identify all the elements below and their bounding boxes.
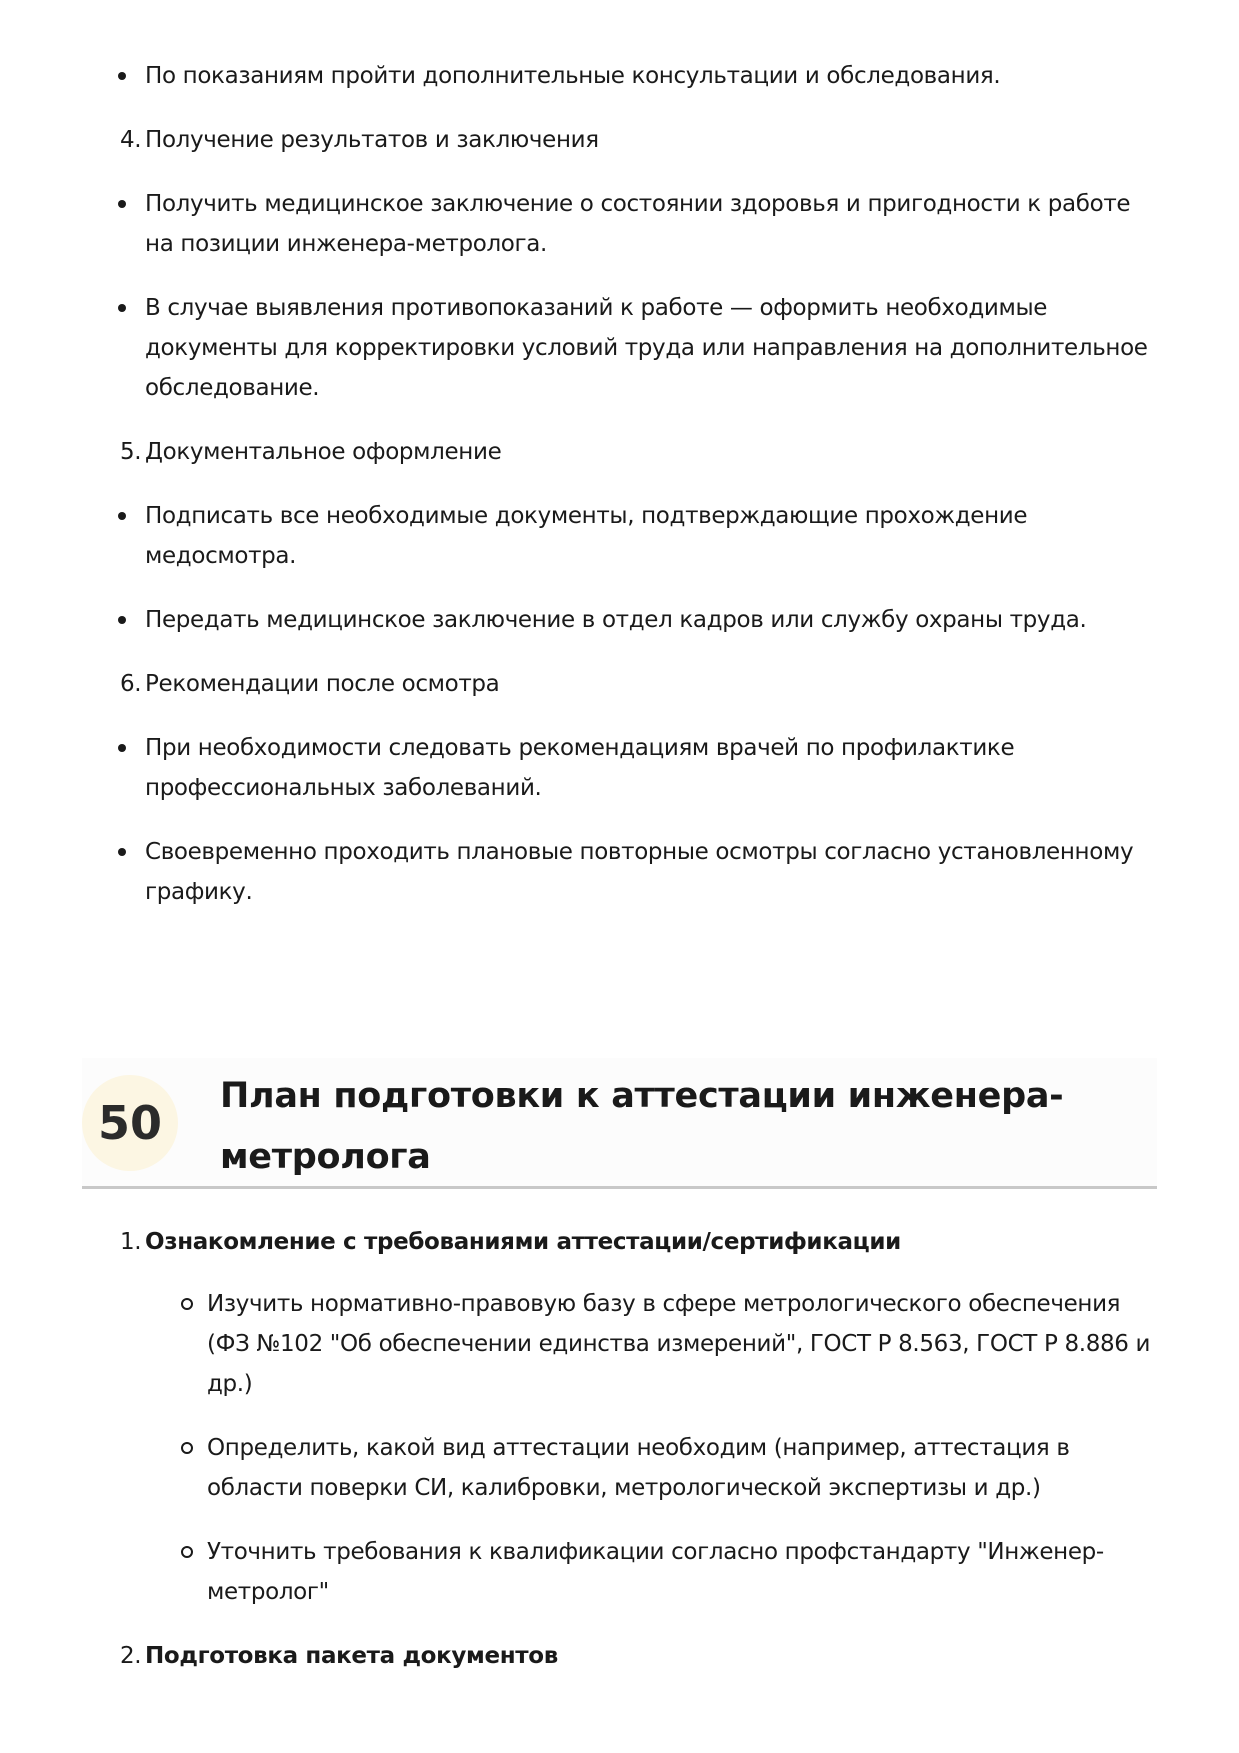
step-number: 5. [120,439,142,465]
attestation-plan-list [110,1222,1160,1698]
sub-list-item [110,1428,1160,1508]
list-item [110,288,1160,408]
bullet-icon [118,200,126,208]
list-item [110,56,1160,96]
section-number-badge: 50 [82,1075,178,1171]
circle-bullet-icon [181,1298,193,1310]
list-item-text: Своевременно проходить плановые повторные осмотры согласно установленному графику. [145,839,1134,905]
section-title [220,1066,1120,1188]
bullet-icon [118,848,126,856]
medical-exam-list [110,56,1160,936]
step-number: 1. [120,1229,142,1255]
circle-bullet-icon [181,1546,193,1558]
sub-list-item-text: Изучить нормативно-правовую базу в сфере метрологического обеспечения (ФЗ №102 "Об обеспечении единства измерений", ГОСТ Р 8.563, ГОСТ Р 8.886 и др.) [207,1291,1151,1397]
list-item [110,184,1160,264]
numbered-step [110,120,1160,160]
sub-list-item [110,1532,1160,1612]
list-item-text: Подписать все необходимые документы, подтверждающие прохождение медосмотра. [145,503,1028,569]
sub-list-item-text: Уточнить требования к квалификации согласно профстандарту "Инженер-метролог" [207,1539,1104,1605]
list-item-text: Получить медицинское заключение о состоянии здоровья и пригодности к работе на позиции инженера-метролога. [145,191,1131,257]
step-title: Подготовка пакета документов [145,1643,558,1669]
bullet-icon [118,72,126,80]
numbered-step [110,432,1160,472]
bullet-icon [118,616,126,624]
list-item-text: В случае выявления противопоказаний к работе — оформить необходимые документы для корректировки условий труда или направления на дополнительное обследование. [145,295,1148,401]
step-title: Получение результатов и заключения [145,127,599,153]
circle-bullet-icon [181,1442,193,1454]
bullet-icon [118,304,126,312]
step-number: 4. [120,127,142,153]
list-item-text: При необходимости следовать рекомендациям врачей по профилактике профессиональных заболеваний. [145,735,1015,801]
numbered-step [110,664,1160,704]
list-item [110,496,1160,576]
sub-list-item-text: Определить, какой вид аттестации необходим (например, аттестация в области поверки СИ, калибровки, метрологической экспертизы и др.) [207,1435,1070,1501]
numbered-step [110,1636,1160,1676]
step-number: 2. [120,1643,142,1669]
sub-list-item [110,1284,1160,1404]
section-header [82,1058,1157,1189]
bullet-icon [118,512,126,520]
list-item [110,728,1160,808]
step-title: Рекомендации после осмотра [145,671,500,697]
bullet-icon [118,744,126,752]
list-item [110,832,1160,912]
list-item [110,600,1160,640]
list-item-text: Передать медицинское заключение в отдел кадров или службу охраны труда. [145,607,1087,633]
section-title-line: План подготовки к аттестации инженера- [220,1076,1064,1116]
numbered-step [110,1222,1160,1262]
step-number: 6. [120,671,142,697]
list-item-text: По показаниям пройти дополнительные консультации и обследования. [145,63,1001,89]
section-title-line: метролога [220,1137,431,1177]
step-title: Ознакомление с требованиями аттестации/сертификации [145,1229,901,1255]
step-title: Документальное оформление [145,439,502,465]
